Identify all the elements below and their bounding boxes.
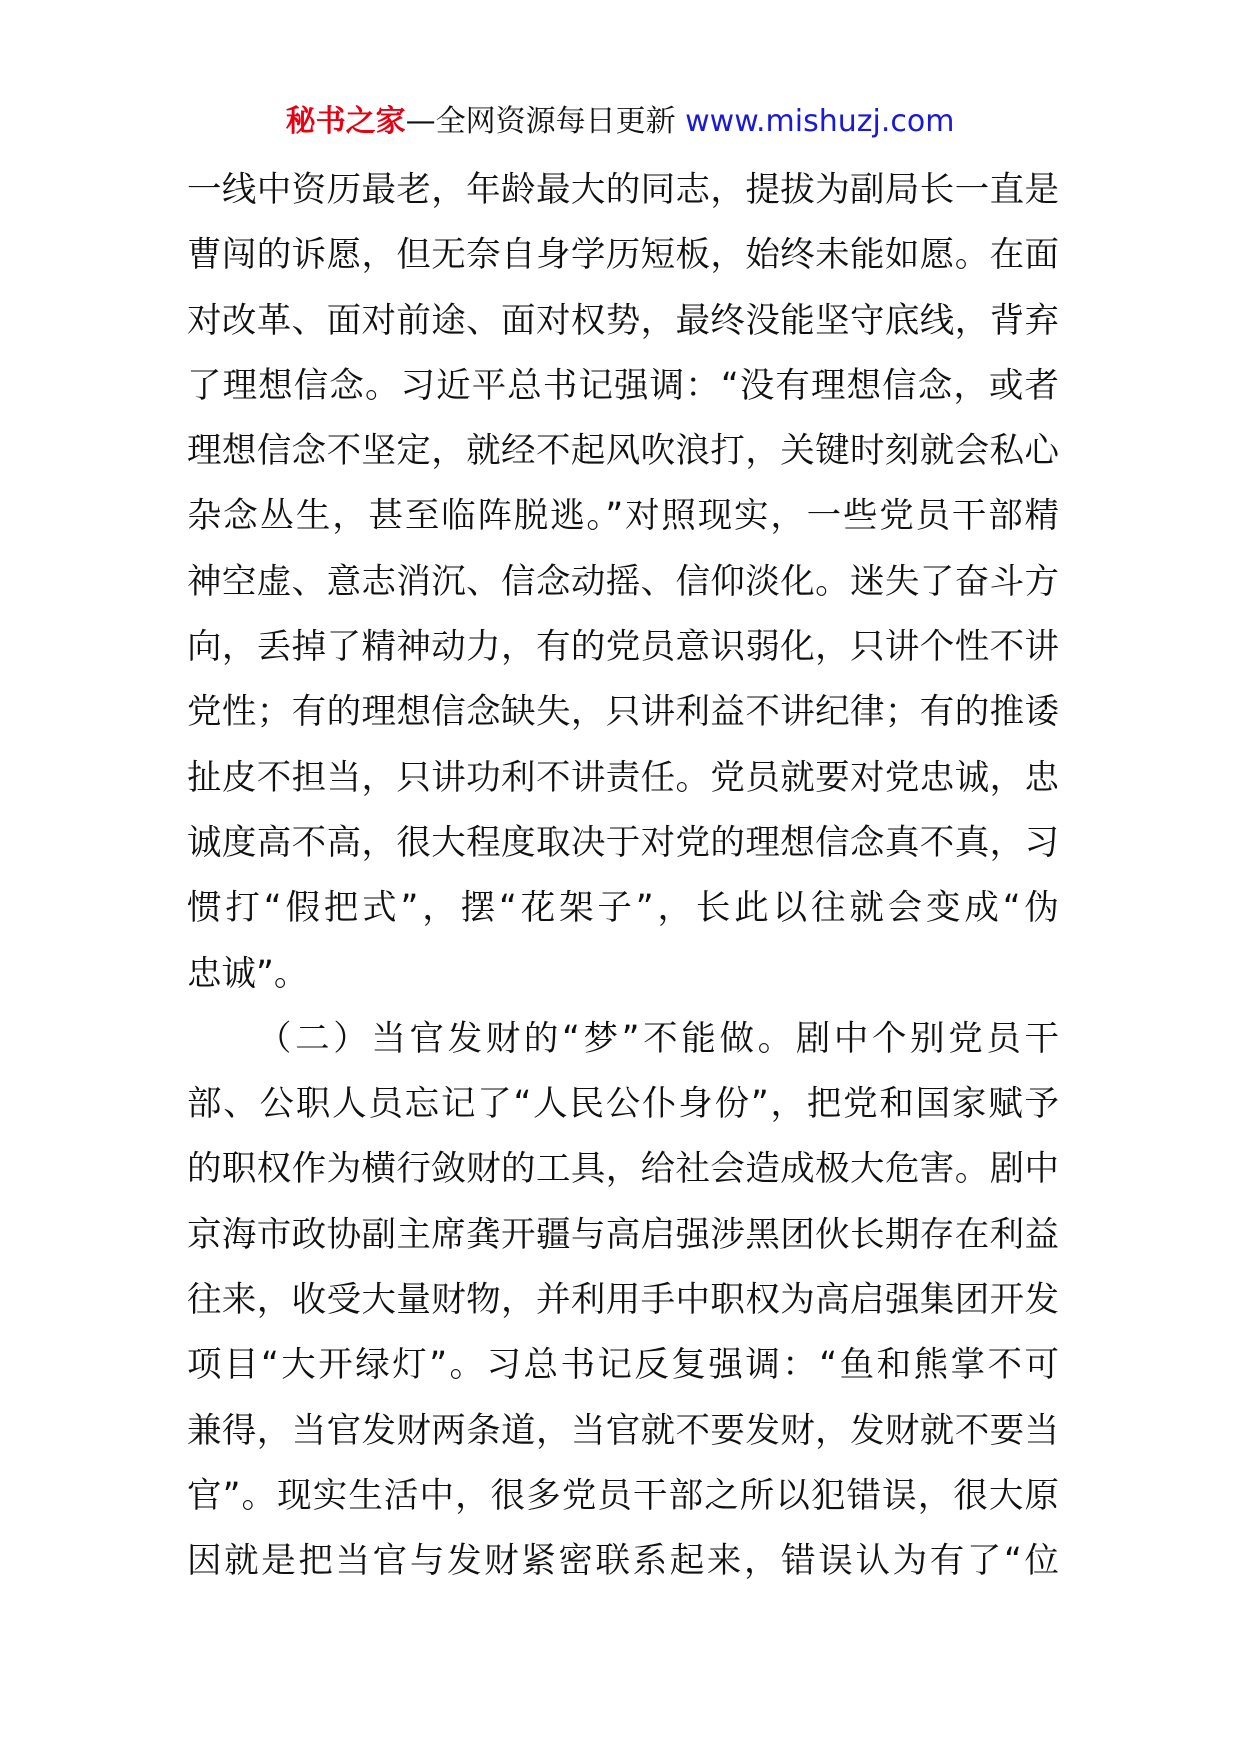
- text-line: 扯皮不担当，只讲功利不讲责任。党员就要对党忠诚，忠: [187, 757, 1059, 798]
- text-line: 对改革、面对前途、面对权势，最终没能坚守底线，背弃: [187, 300, 1059, 341]
- text-line: 因就是把当官与发财紧密联系起来，错误认为有了“位: [187, 1541, 1059, 1582]
- text-line: 的职权作为横行敛财的工具，给社会造成极大危害。剧中: [187, 1149, 1059, 1190]
- text-line: 神空虚、意志消沉、信念动摇、信仰淡化。迷失了奋斗方: [187, 561, 1059, 602]
- text-line: 官”。现实生活中，很多党员干部之所以犯错误，很大原: [187, 1475, 1059, 1516]
- text-line: 党性；有的理想信念缺失，只讲利益不讲纪律；有的推诿: [187, 692, 1059, 733]
- text-line: 忠诚”。: [187, 953, 309, 994]
- section-heading-line: （二）当官发财的“梦”不能做。剧中个别党员干: [257, 1018, 1059, 1059]
- text-line: 向，丢掉了精神动力，有的党员意识弱化，只讲个性不讲: [187, 627, 1059, 668]
- text-line: 项目“大开绿灯”。习总书记反复强调：“鱼和熊掌不可: [187, 1345, 1059, 1386]
- text-line: 部、公职人员忘记了“人民公仆身份”，把党和国家赋予: [187, 1084, 1059, 1125]
- text-line: 诚度高不高，很大程度取决于对党的理想信念真不真，习: [187, 822, 1059, 863]
- text-line: 京海市政协副主席龚开疆与高启强涉黑团伙长期存在利益: [187, 1214, 1059, 1255]
- text-line: 了理想信念。习近平总书记强调：“没有理想信念，或者: [187, 365, 1059, 406]
- text-line: 一线中资历最老，年龄最大的同志，提拔为副局长一直是: [187, 170, 1059, 210]
- text-line: 曹闯的诉愿，但无奈自身学历短板，始终未能如愿。在面: [187, 235, 1059, 276]
- site-tagline: —全网资源每日更新: [405, 104, 676, 139]
- text-line: 兼得，当官发财两条道，当官就不要发财，发财就不要当: [187, 1410, 1059, 1451]
- document-body: [187, 158, 1059, 1595]
- text-line: 惯打“假把式”，摆“花架子”，长此以往就会变成“伪: [187, 888, 1059, 929]
- text-line: 往来，收受大量财物，并利用手中职权为高启强集团开发: [187, 1280, 1059, 1321]
- text-line: 理想信念不坚定，就经不起风吹浪打，关键时刻就会私心: [187, 431, 1059, 472]
- site-brand: 秘书之家: [285, 104, 406, 139]
- site-header: [0, 100, 1240, 144]
- site-url-link[interactable]: www.mishuzj.com: [685, 104, 955, 139]
- text-line: 杂念丛生，甚至临阵脱逃。”对照现实，一些党员干部精: [187, 496, 1059, 537]
